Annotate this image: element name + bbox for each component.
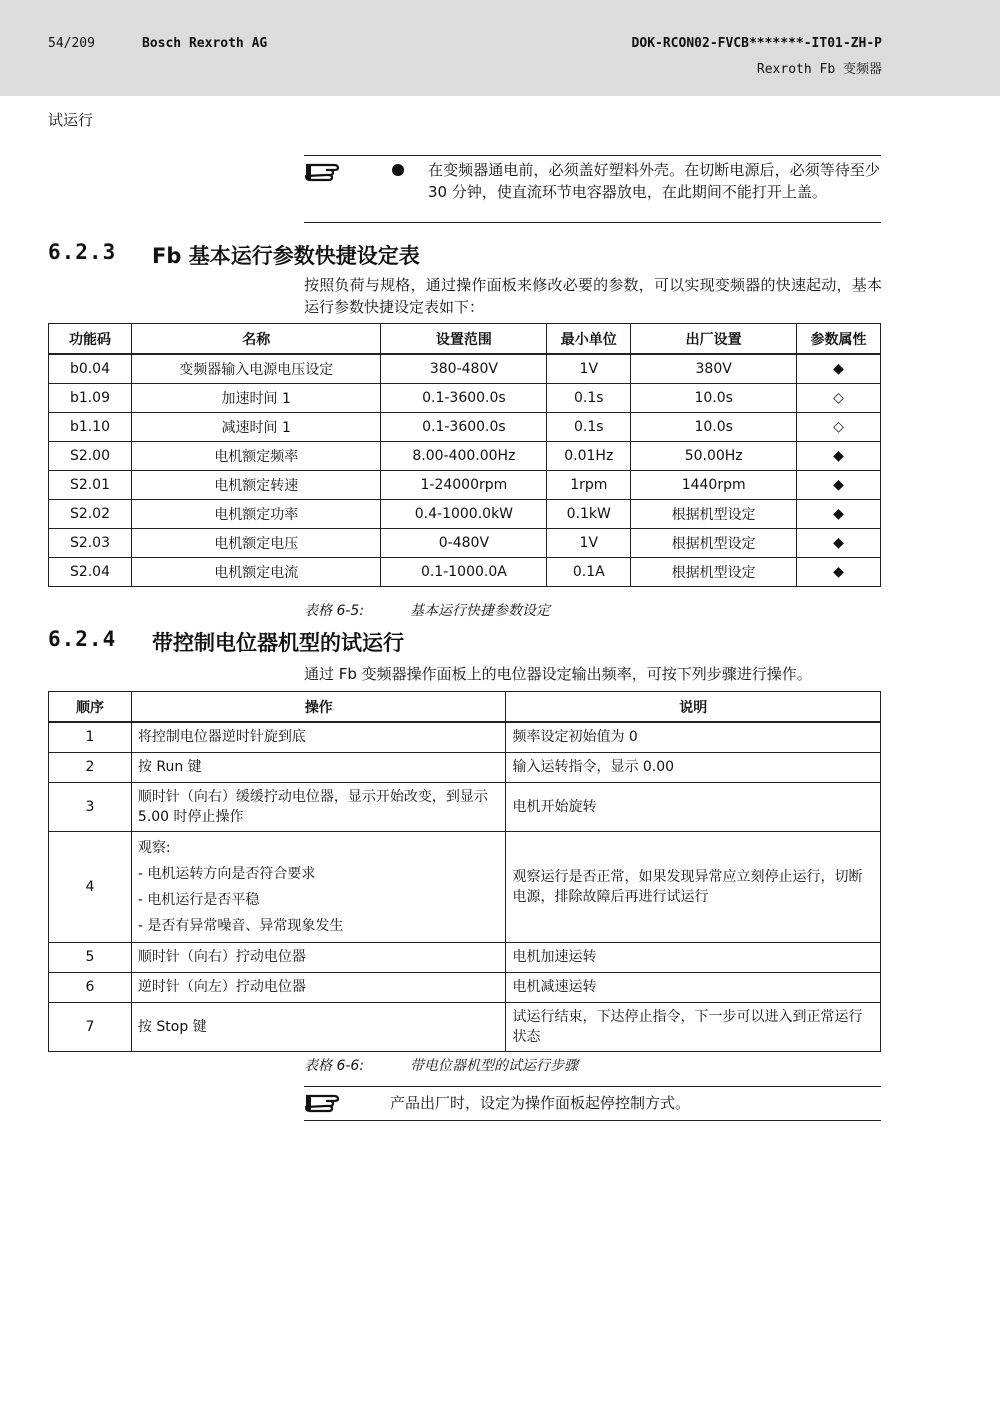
- setting-range: 8.00-400.00Hz: [381, 442, 547, 471]
- function-code: b1.10: [49, 413, 132, 442]
- table-caption-label: 表格 6-5:: [304, 603, 365, 619]
- step-description: 频率设定初始值为 0: [506, 722, 881, 752]
- function-code: S2.01: [49, 471, 132, 500]
- table-row: [49, 782, 881, 831]
- step-operation: 顺时针（向右）拧动电位器: [131, 942, 506, 972]
- min-unit: 1rpm: [547, 471, 631, 500]
- product-name: Rexroth Fb 变频器: [756, 62, 882, 77]
- factory-setting: 根据机型设定: [631, 529, 797, 558]
- setting-range: 0.4-1000.0kW: [381, 500, 547, 529]
- setting-range: 0.1-3600.0s: [381, 413, 547, 442]
- parameter-attribute: ◇: [797, 413, 881, 442]
- factory-setting: 380V: [631, 354, 797, 384]
- table-header-row: [49, 692, 881, 723]
- min-unit: 0.1A: [547, 558, 631, 587]
- col-header: 操作: [131, 692, 506, 723]
- pointing-hand-icon: [304, 162, 340, 184]
- min-unit: 0.1kW: [547, 500, 631, 529]
- parameter-name: 电机额定电压: [131, 529, 381, 558]
- col-header: 名称: [131, 324, 381, 355]
- step-number: 7: [49, 1002, 132, 1051]
- note-text: 在变频器通电前，必须盖好塑料外壳。在切断电源后，必须等待至少 30 分钟，使直流环节电容器放电，在此期间不能打开上盖。: [428, 161, 880, 201]
- section-intro: 通过 Fb 变频器操作面板上的电位器设定输出频率，可按下列步骤进行操作。: [304, 665, 812, 683]
- info-note: [304, 1086, 881, 1121]
- step-operation: 将控制电位器逆时针旋到底: [131, 722, 506, 752]
- function-code: S2.00: [49, 442, 132, 471]
- parameter-name: 电机额定频率: [131, 442, 381, 471]
- parameter-attribute: ◆: [797, 500, 881, 529]
- step-description: 电机减速运转: [506, 972, 881, 1002]
- table-header-row: [49, 324, 881, 355]
- table-caption-text: 带电位器机型的试运行步骤: [410, 1058, 578, 1074]
- setting-range: 380-480V: [381, 354, 547, 384]
- pointing-hand-icon: [304, 1093, 340, 1115]
- parameter-attribute: ◇: [797, 384, 881, 413]
- note-text: 产品出厂时，设定为操作面板起停控制方式。: [390, 1094, 691, 1112]
- function-code: b0.04: [49, 354, 132, 384]
- table-row: [49, 831, 881, 942]
- col-header: 说明: [506, 692, 881, 723]
- observe-item: - 是否有异常噪音、异常现象发生: [137, 917, 344, 934]
- min-unit: 0.01Hz: [547, 442, 631, 471]
- factory-setting: 1440rpm: [631, 471, 797, 500]
- min-unit: 0.1s: [547, 384, 631, 413]
- step-operation: 按 Run 键: [131, 752, 506, 782]
- setting-range: 1-24000rpm: [381, 471, 547, 500]
- quick-parameter-table: [48, 323, 881, 587]
- setting-range: 0-480V: [381, 529, 547, 558]
- parameter-attribute: ◆: [797, 354, 881, 384]
- step-number: 6: [49, 972, 132, 1002]
- col-header: 最小单位: [547, 324, 631, 355]
- min-unit: 1V: [547, 354, 631, 384]
- factory-setting: 10.0s: [631, 413, 797, 442]
- section-intro: 按照负荷与规格，通过操作面板来修改必要的参数，可以实现变频器的快速起动，基本运行参数快捷设定表如下：: [304, 276, 882, 316]
- section-title: Fb 基本运行参数快捷设定表: [152, 244, 420, 268]
- min-unit: 0.1s: [547, 413, 631, 442]
- col-header: 出厂设置: [631, 324, 797, 355]
- trial-run-steps-table: [48, 691, 881, 1052]
- table-row: [49, 722, 881, 752]
- table-row: [49, 558, 881, 587]
- section-heading-6-2-4: [48, 627, 404, 655]
- step-operation: [131, 831, 506, 942]
- step-operation: 逆时针（向左）拧动电位器: [131, 972, 506, 1002]
- section-heading-6-2-3: [48, 240, 420, 268]
- table-row: [49, 442, 881, 471]
- table-caption-label: 表格 6-6:: [304, 1058, 365, 1074]
- warning-note: [304, 155, 881, 223]
- table-row: [49, 413, 881, 442]
- step-description: 电机加速运转: [506, 942, 881, 972]
- step-number: 5: [49, 942, 132, 972]
- parameter-name: 电机额定电流: [131, 558, 381, 587]
- step-operation: 按 Stop 键: [131, 1002, 506, 1051]
- table-row: [49, 972, 881, 1002]
- function-code: S2.03: [49, 529, 132, 558]
- factory-setting: 10.0s: [631, 384, 797, 413]
- col-header: 功能码: [49, 324, 132, 355]
- col-header: 顺序: [49, 692, 132, 723]
- col-header: 参数属性: [797, 324, 881, 355]
- parameter-attribute: ◆: [797, 558, 881, 587]
- factory-setting: 50.00Hz: [631, 442, 797, 471]
- page-number: 54/209: [48, 36, 95, 51]
- step-number: 3: [49, 782, 132, 831]
- table-row: [49, 471, 881, 500]
- page-header: [0, 0, 1000, 96]
- section-label: 试运行: [48, 111, 94, 129]
- parameter-name: 变频器输入电源电压设定: [131, 354, 381, 384]
- step-number: 1: [49, 722, 132, 752]
- col-header: 设置范围: [381, 324, 547, 355]
- table-row: [49, 354, 881, 384]
- step-operation: 顺时针（向右）缓缓拧动电位器，显示开始改变，到显示 5.00 时停止操作: [131, 782, 506, 831]
- function-code: b1.09: [49, 384, 132, 413]
- observe-item: - 电机运转方向是否符合要求: [137, 865, 316, 882]
- step-number: 4: [49, 831, 132, 942]
- step-description: 试运行结束，下达停止指令，下一步可以进入到正常运行状态: [506, 1002, 881, 1051]
- bullet-point: [392, 164, 404, 176]
- parameter-name: 电机额定功率: [131, 500, 381, 529]
- parameter-attribute: ◆: [797, 529, 881, 558]
- parameter-name: 加速时间 1: [131, 384, 381, 413]
- function-code: S2.04: [49, 558, 132, 587]
- step-description: 输入运转指令，显示 0.00: [506, 752, 881, 782]
- factory-setting: 根据机型设定: [631, 558, 797, 587]
- table-row: [49, 529, 881, 558]
- section-title: 带控制电位器机型的试运行: [152, 631, 404, 655]
- function-code: S2.02: [49, 500, 132, 529]
- company-name: Bosch Rexroth AG: [142, 36, 268, 51]
- table-row: [49, 942, 881, 972]
- parameter-attribute: ◆: [797, 442, 881, 471]
- setting-range: 0.1-3600.0s: [381, 384, 547, 413]
- table-row: [49, 1002, 881, 1051]
- section-number: 6.2.4: [48, 627, 117, 651]
- section-number: 6.2.3: [48, 240, 117, 264]
- table-row: [49, 752, 881, 782]
- parameter-attribute: ◆: [797, 471, 881, 500]
- table-row: [49, 500, 881, 529]
- step-number: 2: [49, 752, 132, 782]
- parameter-name: 减速时间 1: [131, 413, 381, 442]
- table-row: [49, 384, 881, 413]
- observe-title: 观察:: [137, 839, 171, 856]
- table-caption-text: 基本运行快捷参数设定: [410, 603, 550, 619]
- factory-setting: 根据机型设定: [631, 500, 797, 529]
- document-id: DOK-RCON02-FVCB*******-IT01-ZH-P: [631, 36, 882, 51]
- observe-item: - 电机运行是否平稳: [137, 891, 260, 908]
- setting-range: 0.1-1000.0A: [381, 558, 547, 587]
- step-description: 观察运行是否正常，如果发现异常应立刻停止运行，切断电源，排除故障后再进行试运行: [506, 831, 881, 942]
- step-description: 电机开始旋转: [506, 782, 881, 831]
- min-unit: 1V: [547, 529, 631, 558]
- parameter-name: 电机额定转速: [131, 471, 381, 500]
